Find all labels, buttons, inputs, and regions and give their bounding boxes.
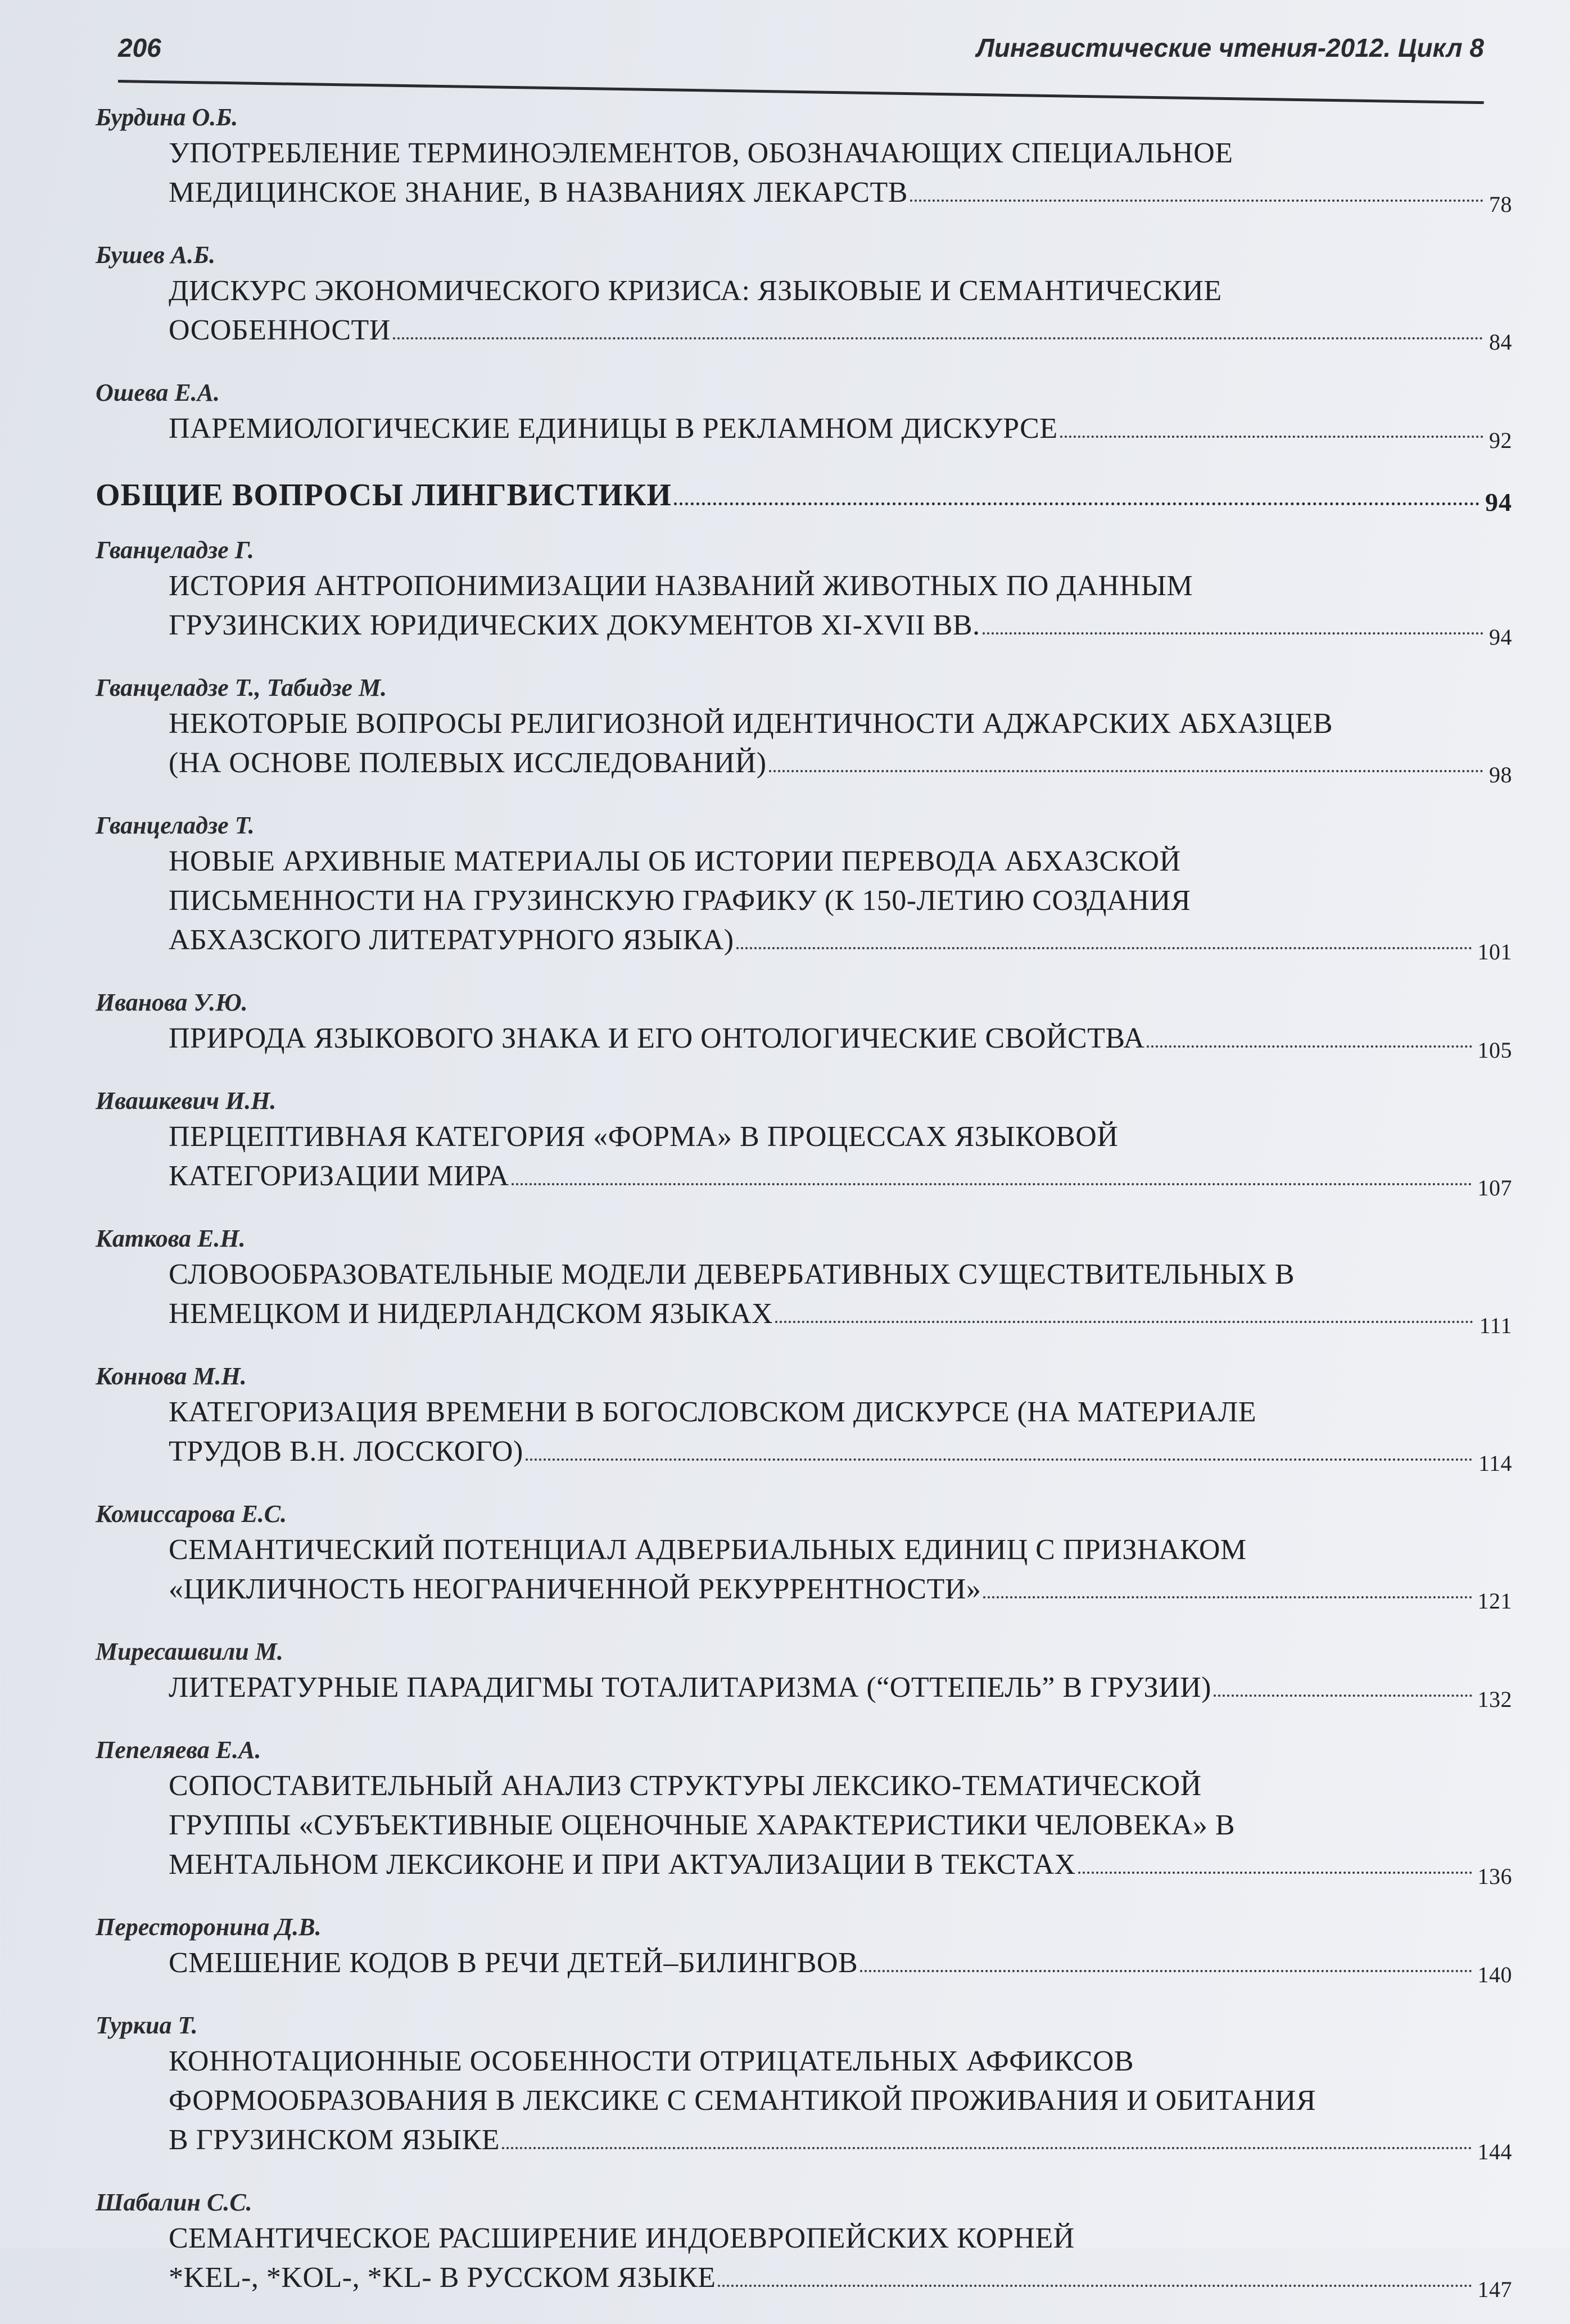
leader-dots [526,1458,1473,1461]
running-title: Лингвистические чтения-2012. Цикл 8 [976,33,1484,62]
entry-title [96,1393,1512,1476]
entry-title-last-line [169,2258,1512,2302]
entry-author: Коннова М.Н. [96,1362,247,1390]
toc-entry [96,672,1512,785]
section-leader-dots [674,502,1479,505]
entry-title [96,1530,1512,1614]
entry-title-line: ПИСЬМЕННОСТИ НА ГРУЗИНСКУЮ ГРАФИКУ (К 150-ЛЕТИЮ СОЗДАНИЯ [169,885,1191,917]
entry-title-line: КОННОТАЦИОННЫЕ ОСОБЕННОСТИ ОТРИЦАТЕЛЬНЫХ АФФИКСОВ [169,2045,1134,2077]
entry-author: Бушев А.Б. [96,241,216,269]
entry-author: Пересторонина Д.В. [96,1913,322,1941]
section-page: 94 [1485,488,1512,517]
entry-title [96,1944,1512,1985]
entry-page-number: 121 [1477,1588,1512,1614]
toc-entry [96,2009,1512,2162]
leader-dots [860,1970,1472,1972]
toc-entry [96,1734,1512,1889]
entry-title-line: НЕКОТОРЫЕ ВОПРОСЫ РЕЛИГИОЗНОЙ ИДЕНТИЧНОСТИ АДЖАРСКИХ АБХАЗЦЕВ [169,708,1333,740]
leader-dots [1214,1695,1472,1697]
entry-author: Туркиа Т. [96,2012,198,2039]
leader-dots [983,632,1483,635]
page-header [118,28,1484,90]
entry-author: Пепеляева Е.А. [96,1736,261,1764]
entry-title-last-line [169,606,1512,650]
entry-author: Гванцеладзе Т., Табидзе М. [96,674,387,701]
entry-title-line: ИСТОРИЯ АНТРОПОНИМИЗАЦИИ НАЗВАНИЙ ЖИВОТНЫХ ПО ДАННЫМ [169,570,1193,602]
entry-title [96,1766,1512,1889]
toc-entry [96,1085,1512,1198]
leader-dots [1078,1872,1472,1874]
entry-page-number: 136 [1477,1864,1512,1889]
entry-page-number: 98 [1489,762,1512,787]
entry-author: Гванцеладзе Г. [96,536,254,564]
leader-dots [769,770,1483,772]
entry-title-text: *KEL-, *KOL-, *KL- В РУССКОМ ЯЗЫКЕ [169,2262,716,2294]
entry-title-text: МЕДИЦИНСКОЕ ЗНАНИЕ, В НАЗВАНИЯХ ЛЕКАРСТВ [169,176,908,209]
section-title: ОБЩИЕ ВОПРОСЫ ЛИНГВИСТИКИ [96,478,672,513]
entry-page-number: 140 [1477,1962,1512,1987]
entry-title-line: СЕМАНТИЧЕСКОЕ РАСШИРЕНИЕ ИНДОЕВРОПЕЙСКИХ КОРНЕЙ [169,2222,1075,2254]
entry-page-number: 107 [1477,1175,1512,1200]
entry-title-line: КАТЕГОРИЗАЦИЯ ВРЕМЕНИ В БОГОСЛОВСКОМ ДИСКУРСЕ (НА МАТЕРИАЛЕ [169,1396,1257,1428]
entry-author: Гванцеладзе Т. [96,812,255,839]
entry-page-number: 114 [1478,1451,1512,1476]
entry-title-line: СЛОВООБРАЗОВАТЕЛЬНЫЕ МОДЕЛИ ДЕВЕРБАТИВНЫХ СУЩЕСТВИТЕЛЬНЫХ В [169,1258,1295,1290]
entry-title [96,1019,1512,1063]
toc-entry [96,377,1512,453]
entry-page-number: 94 [1489,624,1512,650]
entry-title-last-line [169,173,1512,217]
entry-title-text: ПРИРОДА ЯЗЫКОВОГО ЗНАКА И ЕГО ОНТОЛОГИЧЕСКИЕ СВОЙСТВА [169,1022,1145,1054]
entry-title-text: СМЕШЕНИЕ КОДОВ В РЕЧИ ДЕТЕЙ–БИЛИНГВОВ [169,1947,858,1979]
toc-entry [96,1360,1512,1476]
leader-dots [983,1596,1472,1598]
toc-entry [96,809,1512,962]
entry-title-last-line [169,1432,1512,1476]
leader-dots [775,1321,1473,1323]
entry-title-text: «ЦИКЛИЧНОСТЬ НЕОГРАНИЧЕННОЙ РЕКУРРЕНТНОСТИ» [169,1573,981,1605]
entry-author: Комиссарова Е.С. [96,1500,287,1528]
entry-title-text: В ГРУЗИНСКОМ ЯЗЫКЕ [169,2124,500,2156]
entry-title-last-line [169,1157,1512,1198]
table-of-contents [96,101,1512,2324]
entry-title-line: СЕМАНТИЧЕСКИЙ ПОТЕНЦИАЛ АДВЕРБИАЛЬНЫХ ЕДИНИЦ С ПРИЗНАКОМ [169,1534,1247,1566]
page-number: 206 [118,33,161,62]
entry-page-number: 144 [1477,2139,1512,2164]
entry-title-text: МЕНТАЛЬНОМ ЛЕКСИКОНЕ И ПРИ АКТУАЛИЗАЦИИ В ТЕКСТАХ [169,1849,1076,1881]
entry-title-last-line [169,1668,1512,1712]
entry-title [96,2219,1512,2302]
entry-title-last-line [169,921,1512,962]
entry-page-number: 132 [1477,1687,1512,1712]
entry-title-line: УПОТРЕБЛЕНИЕ ТЕРМИНОЭЛЕМЕНТОВ, ОБОЗНАЧАЮЩИХ СПЕЦИАЛЬНОЕ [169,137,1233,169]
entry-title-last-line [169,409,1512,453]
entry-title-text: ГРУЗИНСКИХ ЮРИДИЧЕСКИХ ДОКУМЕНТОВ XI-XVII ВВ. [169,609,980,641]
entry-title-text: ТРУДОВ В.Н. ЛОССКОГО) [169,1435,523,1467]
entry-title-line: НОВЫЕ АРХИВНЫЕ МАТЕРИАЛЫ ОБ ИСТОРИИ ПЕРЕВОДА АБХАЗСКОЙ [169,845,1181,877]
toc-entry [96,101,1512,217]
entry-title-last-line [169,2121,1512,2162]
toc-entry [96,1498,1512,1614]
entry-title [96,1117,1512,1198]
entry-page-number: 147 [1477,2277,1512,2302]
entry-title-last-line [169,1845,1512,1889]
entry-title-last-line [169,1294,1512,1338]
entry-title [96,1668,1512,1712]
toc-entries-top [96,101,1512,453]
entry-title-text: ЛИТЕРАТУРНЫЕ ПАРАДИГМЫ ТОТАЛИТАРИЗМА (“ОТТЕПЕЛЬ” В ГРУЗИИ) [169,1671,1211,1704]
entry-title [96,704,1512,785]
entry-author: Миресашвили М. [96,1638,283,1665]
entry-title-line: ФОРМООБРАЗОВАНИЯ В ЛЕКСИКЕ С СЕМАНТИКОЙ ПРОЖИВАНИЯ И ОБИТАНИЯ [169,2085,1316,2117]
entry-title-last-line [169,311,1512,355]
entry-title [96,1255,1512,1338]
leader-dots [1060,436,1483,438]
entry-author: Ошева Е.А. [96,379,220,406]
header-rule [118,80,1484,104]
entry-title-last-line [169,1019,1512,1063]
entry-title-line: ПЕРЦЕПТИВНАЯ КАТЕГОРИЯ «ФОРМА» В ПРОЦЕССАХ ЯЗЫКОВОЙ [169,1121,1119,1153]
section-heading [96,475,1512,517]
entry-title-text: ОСОБЕННОСТИ [169,314,391,346]
toc-entry [96,534,1512,650]
entry-title-text: КАТЕГОРИЗАЦИИ МИРА [169,1160,509,1192]
entry-title-text: ПАРЕМИОЛОГИЧЕСКИЕ ЕДИНИЦЫ В РЕКЛАМНОМ ДИСКУРСЕ [169,413,1058,445]
entry-page-number: 84 [1489,329,1512,355]
entry-title [96,567,1512,650]
entry-author: Ивашкевич И.Н. [96,1087,277,1115]
leader-dots [736,947,1472,949]
leader-dots [910,200,1483,202]
entry-title [96,409,1512,453]
entry-title-line: СОПОСТАВИТЕЛЬНЫЙ АНАЛИЗ СТРУКТУРЫ ЛЕКСИКО-ТЕМАТИЧЕСКОЙ [169,1770,1202,1802]
entry-page-number: 111 [1479,1313,1512,1338]
entry-author: Бурдина О.Б. [96,103,238,131]
toc-entry [96,1911,1512,1985]
toc-entries [96,534,1512,2302]
entry-title-line: ГРУППЫ «СУБЪЕКТИВНЫЕ ОЦЕНОЧНЫЕ ХАРАКТЕРИСТИКИ ЧЕЛОВЕКА» В [169,1809,1236,1841]
leader-dots [512,1183,1472,1185]
leader-dots [393,337,1483,339]
toc-entry [96,1222,1512,1338]
entry-title-text: АБХАЗСКОГО ЛИТЕРАТУРНОГО ЯЗЫКА) [169,924,734,956]
entry-title [96,271,1512,355]
entry-title [96,842,1512,962]
entry-title-text: НЕМЕЦКОМ И НИДЕРЛАНДСКОМ ЯЗЫКАХ [169,1298,773,1330]
entry-author: Шабалин С.С. [96,2189,252,2216]
entry-author: Иванова У.Ю. [96,989,248,1016]
entry-page-number: 105 [1477,1038,1512,1063]
leader-dots [502,2147,1472,2149]
entry-title-last-line [169,1570,1512,1614]
toc-entry [96,2186,1512,2302]
entry-title-line: ДИСКУРС ЭКОНОМИЧЕСКОГО КРИЗИСА: ЯЗЫКОВЫЕ И СЕМАНТИЧЕСКИЕ [169,275,1222,307]
entry-author: Каткова Е.Н. [96,1225,246,1252]
entry-page-number: 101 [1477,939,1512,964]
toc-entry [96,1636,1512,1712]
toc-entry [96,986,1512,1063]
entry-title [96,2042,1512,2162]
entry-page-number: 78 [1489,192,1512,217]
entry-title-last-line [169,744,1512,785]
entry-title [96,134,1512,217]
entry-title-text: (НА ОСНОВЕ ПОЛЕВЫХ ИССЛЕДОВАНИЙ) [169,747,767,779]
toc-entry [96,239,1512,355]
entry-page-number: 92 [1489,428,1512,453]
entry-title-last-line [169,1944,1512,1985]
leader-dots [1147,1045,1472,1048]
leader-dots [718,2285,1472,2287]
